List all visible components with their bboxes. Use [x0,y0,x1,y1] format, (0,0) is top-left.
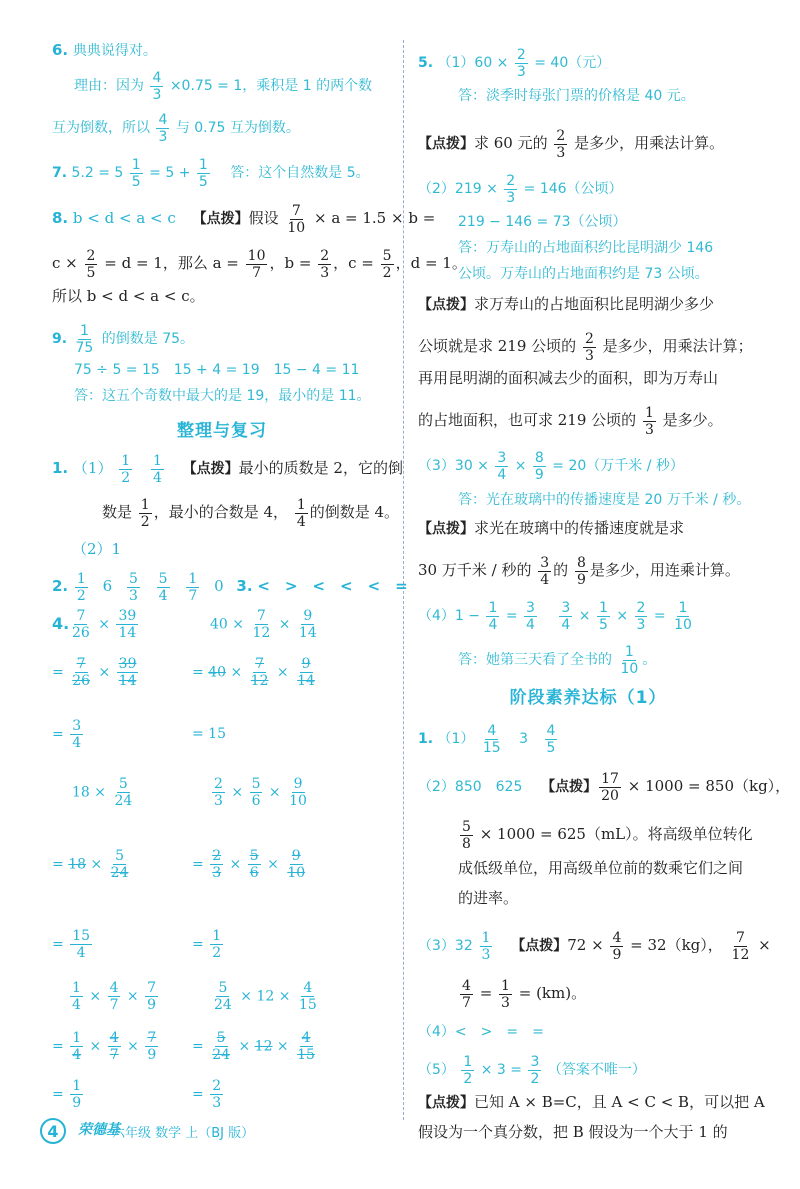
q8-tip-tag: 【点拨】 [192,211,249,227]
frac-1-7: $\frac{1}{7}$ [188,570,198,604]
frac-7-9: $\frac{7}{9}$ [147,980,157,1013]
r2-six: 6 [102,577,113,595]
frac-1-5: $\frac{1}{5}$ [131,156,141,190]
q8-order: b < d < a < c [72,209,176,227]
q5-number: 5. [418,55,434,71]
r1-part2: （2）1 [72,540,122,558]
frac-1-9: $\frac{1}{9}$ [72,1078,82,1111]
frac-39-14: $\frac{39}{14}$ [118,608,137,641]
frac-2-3-f: $\frac{2}{3}$ [212,1078,222,1111]
frac-3-4: $\frac{3}{4}$ [72,718,82,751]
q8-line-2 [52,240,467,286]
q5-tip1 [418,120,758,166]
right-column [418,40,791,1152]
q5-p4: （4）1 − $\frac{1}{4}$ = $\frac{3}{4}$ $\frac{3}{4}$ × $\frac{1}{5}$ × $\frac{2}{3}$ = $\frac{1}{10}$ [418,599,692,633]
r1-tip-tag: 【点拨】 [182,461,239,477]
s1-p2-a: （2）850 625 [418,779,523,795]
frac-4-3: $\frac{4}{3}$ [152,69,162,103]
frac-4-9: $\frac{4}{9}$ [612,929,622,963]
footer [40,1118,320,1144]
q5-tip2-b: 公顷就是求 219 公顷的 [418,337,577,355]
frac-10-7: $\frac{10}{7}$ [247,247,266,281]
q5-tip3-2 [418,548,758,592]
q5-tip3-c: 的 [553,561,569,579]
q5-p1-b: = 40（元） [534,55,611,71]
frac-4-7-ec: $\frac{4}{7}$ [109,1030,119,1063]
frac-5-2: $\frac{5}{2}$ [382,247,392,281]
frac-2-5: $\frac{2}{5}$ [86,247,96,281]
frac-5-6: $\frac{5}{6}$ [251,776,261,809]
r4-expr-a-cancel: = $\frac{7}{26}$ × $\frac{39}{14}$ [52,656,137,689]
q8-conclusion: 所以 b < d < a < c。 [52,287,205,305]
q9-number: 9. [52,331,68,347]
frac-1-5-r: $\frac{1}{5}$ [598,599,608,633]
s1-p5-a: （5） [418,1062,455,1078]
r4-expr-a: $\frac{7}{26}$ × $\frac{39}{14}$ [72,608,137,641]
r4-expr-b-cancel: = 40 × $\frac{7}{12}$ × $\frac{9}{14}$ [192,656,315,689]
frac-4-5-s: $\frac{4}{5}$ [546,722,556,756]
r1-line-1 [52,446,403,490]
q5-tip1-tag: 【点拨】 [418,136,474,152]
s1-tip5-tag: 【点拨】 [418,1095,474,1111]
frac-3-4-r2: $\frac{3}{4}$ [540,554,550,588]
q6-reason-d: 与 0.75 互为倒数。 [175,120,300,136]
s1-tip5-a: 已知 A × B=C，且 A < C < B，可以把 A [474,1093,765,1111]
frac-1-2-s: $\frac{1}{2}$ [463,1053,473,1087]
frac-2-3-r2: $\frac{2}{3}$ [556,127,566,161]
frac-5-24-c: $\frac{5}{24}$ [110,848,129,881]
q6-reason-c: 互为倒数，所以 [52,120,150,136]
q8-number: 8. [52,209,69,227]
s1-p2-c: × 1000 = 625（mL）。将高级单位转化 [479,825,753,843]
frac-1-2-b: $\frac{1}{2}$ [140,496,150,530]
frac-7-12: $\frac{7}{12}$ [252,608,271,641]
frac-1-2-d: $\frac{1}{2}$ [212,928,222,961]
s1-p5-b: × 3 = [480,1062,523,1078]
q5-tip3-b: 30 万千米 / 秒的 [418,561,532,579]
frac-1-4-e: $\frac{1}{4}$ [72,980,81,1013]
q7-text-b: = 5 + [149,165,191,181]
r4-expr-c: 18 × $\frac{5}{24}$ [72,776,133,809]
frac-1-4-b: $\frac{1}{4}$ [296,496,306,530]
q7-text-a: 5.2 = 5 [71,165,124,181]
frac-8-9-r: $\frac{8}{9}$ [534,449,544,483]
s1-three: 3 [519,731,529,747]
r1-text-d: 的倒数是 4。 [309,503,400,521]
frac-1-2: $\frac{1}{2}$ [121,452,131,486]
frac-2-3: $\frac{2}{3}$ [320,247,330,281]
q5-p3: （3）30 × $\frac{3}{4}$ × $\frac{8}{9}$ = 20（万千米 / 秒） [418,449,684,483]
frac-3-4-r3: $\frac{3}{4}$ [526,599,535,633]
q5-tip3-tag: 【点拨】 [418,521,474,537]
frac-1-2-c: $\frac{1}{2}$ [76,570,86,604]
page-number: 4 [40,1118,66,1144]
q8-text-g: ，d = 1。 [395,254,467,272]
q8-text-f: ，c = [333,254,374,272]
frac-7-12-c: $\frac{7}{12}$ [250,656,269,689]
s1-p5-c: （答案不唯一） [547,1062,646,1078]
frac-5-24-f: $\frac{5}{24}$ [214,980,232,1013]
s1-tip5-2: 假设为一个真分数，把 B 假设为一个大于 1 的 [418,1123,728,1141]
book-title: 六年级 数学 上（BJ 版） [112,1126,255,1141]
q5-p1-a: （1）60 × [437,55,509,71]
s1-p4: （4）< > = = [418,1024,544,1040]
s1-p2-line4: 的进率。 [458,889,519,907]
frac-4-15-fc: $\frac{4}{15}$ [297,1030,315,1063]
brand-logo: 荣德基 [78,1122,120,1138]
frac-1-10-r: $\frac{1}{10}$ [674,599,692,633]
frac-7-26-c: $\frac{7}{26}$ [72,656,91,689]
r4-result-a: = $\frac{3}{4}$ [52,718,82,751]
s1-p3-b: 72 × [567,936,604,954]
q5-tip2-4 [418,398,758,442]
frac-3-4-r4: $\frac{3}{4}$ [561,599,571,633]
q8-text-a: 假设 [248,209,279,227]
r4-expr-c-cancel: = 18 × $\frac{5}{24}$ [52,848,129,881]
frac-4-15-s: $\frac{4}{15}$ [482,722,501,756]
frac-9-10-dc: $\frac{9}{10}$ [287,848,306,881]
frac-4-3-b: $\frac{4}{3}$ [158,111,168,145]
q6-reason-b: ×0.75 = 1，乘积是 1 的两个数 [169,78,373,94]
r2-number: 2. [52,577,69,595]
s1-p3-d: = (km)。 [518,984,587,1002]
frac-1-5-b: $\frac{1}{5}$ [198,156,208,190]
frac-2-3-r1: $\frac{2}{3}$ [516,46,526,80]
r3-number: 3. [236,577,253,595]
q5-tip2-3: 再用昆明湖的面积减去少的面积，即为万寿山 [418,369,719,387]
s1-p2-b: × 1000 = 850（kg）， [627,777,791,795]
q5-tip2-a: 求万寿山的占地面积比昆明湖少多少 [474,295,715,313]
frac-2-3-r4: $\frac{2}{3}$ [584,330,594,364]
q6-reason-2 [52,106,392,150]
frac-5-4: $\frac{5}{4}$ [158,570,168,604]
q5-ans2a: 答：万寿山的占地面积约比昆明湖少 146 [458,240,714,256]
q5-tip3-1 [418,518,758,548]
frac-2-3-r5: $\frac{2}{3}$ [636,599,646,633]
q7-number: 7. [52,165,68,181]
r4-expr-e-cancel: = $\frac{1}{4}$ × $\frac{4}{7}$ × $\frac{7}{9}$ [52,1030,157,1063]
q6-reason-a: 理由：因为 [74,78,144,94]
s1-p3-tip-tag: 【点拨】 [511,938,568,954]
frac-15-4: $\frac{15}{4}$ [72,928,91,961]
r1-text-a: 最小的质数是 2，它的倒 [238,459,403,477]
q9-text-a: 的倒数是 75。 [101,331,195,347]
q5-tip2-2 [418,324,758,368]
q6-line [52,40,392,66]
frac-9-14: $\frac{9}{14}$ [298,608,317,641]
q5-tip1-b: 是多少，用乘法计算。 [574,134,725,152]
r4-expr-d: $\frac{2}{3}$ × $\frac{5}{6}$ × $\frac{9}{10}$ [214,776,307,809]
q5-p2-b: = 146（公顷） [523,181,623,197]
q5-tip2-f: 是多少。 [662,411,723,429]
frac-1-3-s2: $\frac{1}{3}$ [501,977,510,1011]
frac-1-75: $\frac{1}{75}$ [75,322,94,356]
q5-p2c: 219 − 146 = 73（公顷） [458,214,627,230]
r4-expr-b: 40 × $\frac{7}{12}$ × $\frac{9}{14}$ [210,608,317,641]
s1-p3-c: = 32（kg）， [630,936,723,954]
r4-result-d: = $\frac{1}{2}$ [192,928,222,961]
s1-p1 [418,716,758,762]
r4-result-e: = $\frac{1}{9}$ [52,1078,82,1111]
q5-tip1-a: 求 60 元的 [474,134,548,152]
frac-8-9-r2: $\frac{8}{9}$ [576,554,586,588]
s1-p2 [418,762,791,810]
frac-3-4-r: $\frac{3}{4}$ [497,449,507,483]
q5-p1 [418,40,758,86]
r4-number: 4. [52,614,70,633]
frac-5-6-dc: $\frac{5}{6}$ [249,848,259,881]
frac-5-3: $\frac{5}{3}$ [128,570,138,604]
q6-reason [52,66,392,106]
s1-p3: （3）32 $\frac{1}{3}$ 【点拨】72 × $\frac{4}{9}$ = 32（kg）， $\frac{7}{12}$ × [418,929,771,963]
frac-7-12-s: $\frac{7}{12}$ [731,929,750,963]
frac-1-3-s: $\frac{1}{3}$ [481,929,491,963]
q5-ans2b: 公顷。万寿山的占地面积约是 73 公顷。 [458,266,709,282]
frac-17-20: $\frac{17}{20}$ [601,770,619,804]
r1-number: 1. [52,459,69,477]
s1-number: 1. [418,731,434,747]
frac-9-10: $\frac{9}{10}$ [289,776,307,809]
frac-7-10: $\frac{7}{10}$ [287,202,306,236]
frac-2-3-r3: $\frac{2}{3}$ [506,172,516,206]
q8-text-b: × a = 1.5 × b = [313,209,436,227]
frac-2-3-d: $\frac{2}{3}$ [214,776,223,809]
s1-p2-line2 [418,810,758,858]
q8-text-d: = d = 1，那么 a = [104,254,239,272]
r4-calc-grid [52,608,392,1078]
frac-4-7-s: $\frac{4}{7}$ [462,977,471,1011]
q5-p3-b: = 20（万千米 / 秒） [552,458,684,474]
r4-expr-e: $\frac{1}{4}$ × $\frac{4}{7}$ × $\frac{7}{9}$ [72,980,157,1013]
r1-text-c: ，最小的合数是 4， [153,503,289,521]
q9-line [52,318,392,360]
r4-result-f: = $\frac{2}{3}$ [192,1078,222,1111]
r1-part1: （1） [72,459,113,477]
frac-7-26: $\frac{7}{26}$ [72,608,90,641]
r3-signs: < > < < < = [257,577,408,595]
r1-line-2 [52,490,400,534]
r1-text-b: 数是 [102,503,133,521]
frac-7-9-ec: $\frac{7}{9}$ [147,1030,157,1063]
q5-tip3-a: 求光在玻璃中的传播速度就是求 [474,519,685,537]
q6-title: 典典说得对。 [72,43,157,59]
r4-expr-f-cancel: = $\frac{5}{24}$ × 12 × $\frac{4}{15}$ [192,1030,315,1063]
frac-3-2-s: $\frac{3}{2}$ [530,1053,540,1087]
s1-p3-line2: $\frac{4}{7}$ = $\frac{1}{3}$ = (km)。 [462,977,587,1011]
q5-ans1: 答：淡季时每张门票的价格是 40 元。 [458,88,695,104]
q5-p3-a: （3）30 × [418,458,489,474]
s1-tip-tag: 【点拨】 [541,779,598,795]
r2-line [52,564,408,608]
q5-tip2-e: 的占地面积，也可求 219 公顷的 [418,411,637,429]
frac-5-8: $\frac{5}{8}$ [462,818,471,852]
frac-5-24-fc: $\frac{5}{24}$ [212,1030,231,1063]
frac-5-24: $\frac{5}{24}$ [114,776,133,809]
q5-p2 [418,166,758,212]
q6-number: 6. [52,41,69,59]
frac-1-4-ec: $\frac{1}{4}$ [72,1030,82,1063]
q5-tip2-tag: 【点拨】 [418,297,474,313]
q5-ans4-text: 答：她第三天看了全书的 [458,652,612,668]
frac-9-14-c: $\frac{9}{14}$ [297,656,315,689]
q5-ans3: 答：光在玻璃中的传播速度是 20 万千米 / 秒。 [458,492,751,508]
q9-answer: 答：这五个奇数中最大的是 19，最小的是 11。 [74,388,371,404]
r2-zero: 0 [214,577,224,595]
stage-title: 阶段素养达标（1） [509,688,667,708]
frac-1-4-r: $\frac{1}{4}$ [488,599,498,633]
q5-tip3-d: 是多少，用连乘计算。 [589,561,740,579]
frac-1-3-r: $\frac{1}{3}$ [644,404,654,438]
q7-answer: 答：这个自然数是 5。 [230,165,370,181]
s1-tip5-1 [418,1092,765,1122]
q8-text-c: c × [52,254,78,272]
s1-p1-a: （1） [437,731,475,747]
review-title: 整理与复习 [177,421,267,441]
q5-tip2-c: 是多少，用乘法计算； [602,337,753,355]
frac-39-14-c: $\frac{39}{14}$ [118,656,137,689]
frac-4-7: $\frac{4}{7}$ [109,980,119,1013]
q5-ans4: 答：她第三天看了全书的 $\frac{1}{10}$ 。 [458,643,657,677]
frac-1-4: $\frac{1}{4}$ [152,452,162,486]
q5-p4-a: （4）1 − [418,608,480,624]
frac-2-3-dc: $\frac{2}{3}$ [212,848,222,881]
s1-p5 [418,1048,758,1092]
q5-p2-a: （2）219 × [418,181,498,197]
s1-p2-line3: 成低级单位，用高级单位前的数乘它们之间 [458,859,744,877]
q9-calc: 75 ÷ 5 = 15 15 + 4 = 19 15 − 4 = 11 [74,362,360,378]
q8-line-1 [52,196,436,240]
r4-result-b: = 15 [192,726,226,742]
q5-tip2-1 [418,294,758,324]
frac-4-15: $\frac{4}{15}$ [298,980,317,1013]
r4-expr-f: $\frac{5}{24}$ × 12 × $\frac{4}{15}$ [214,980,317,1013]
r4-expr-d-cancel: = $\frac{2}{3}$ × $\frac{5}{6}$ × $\frac{9}{10}$ [192,848,306,881]
q7-line [52,150,392,196]
r4-result-c: = $\frac{15}{4}$ [52,928,91,961]
q8-text-e: ，b = [269,254,312,272]
frac-1-10-r2: $\frac{1}{10}$ [620,643,639,677]
s1-p3-a: （3）32 [418,938,473,954]
